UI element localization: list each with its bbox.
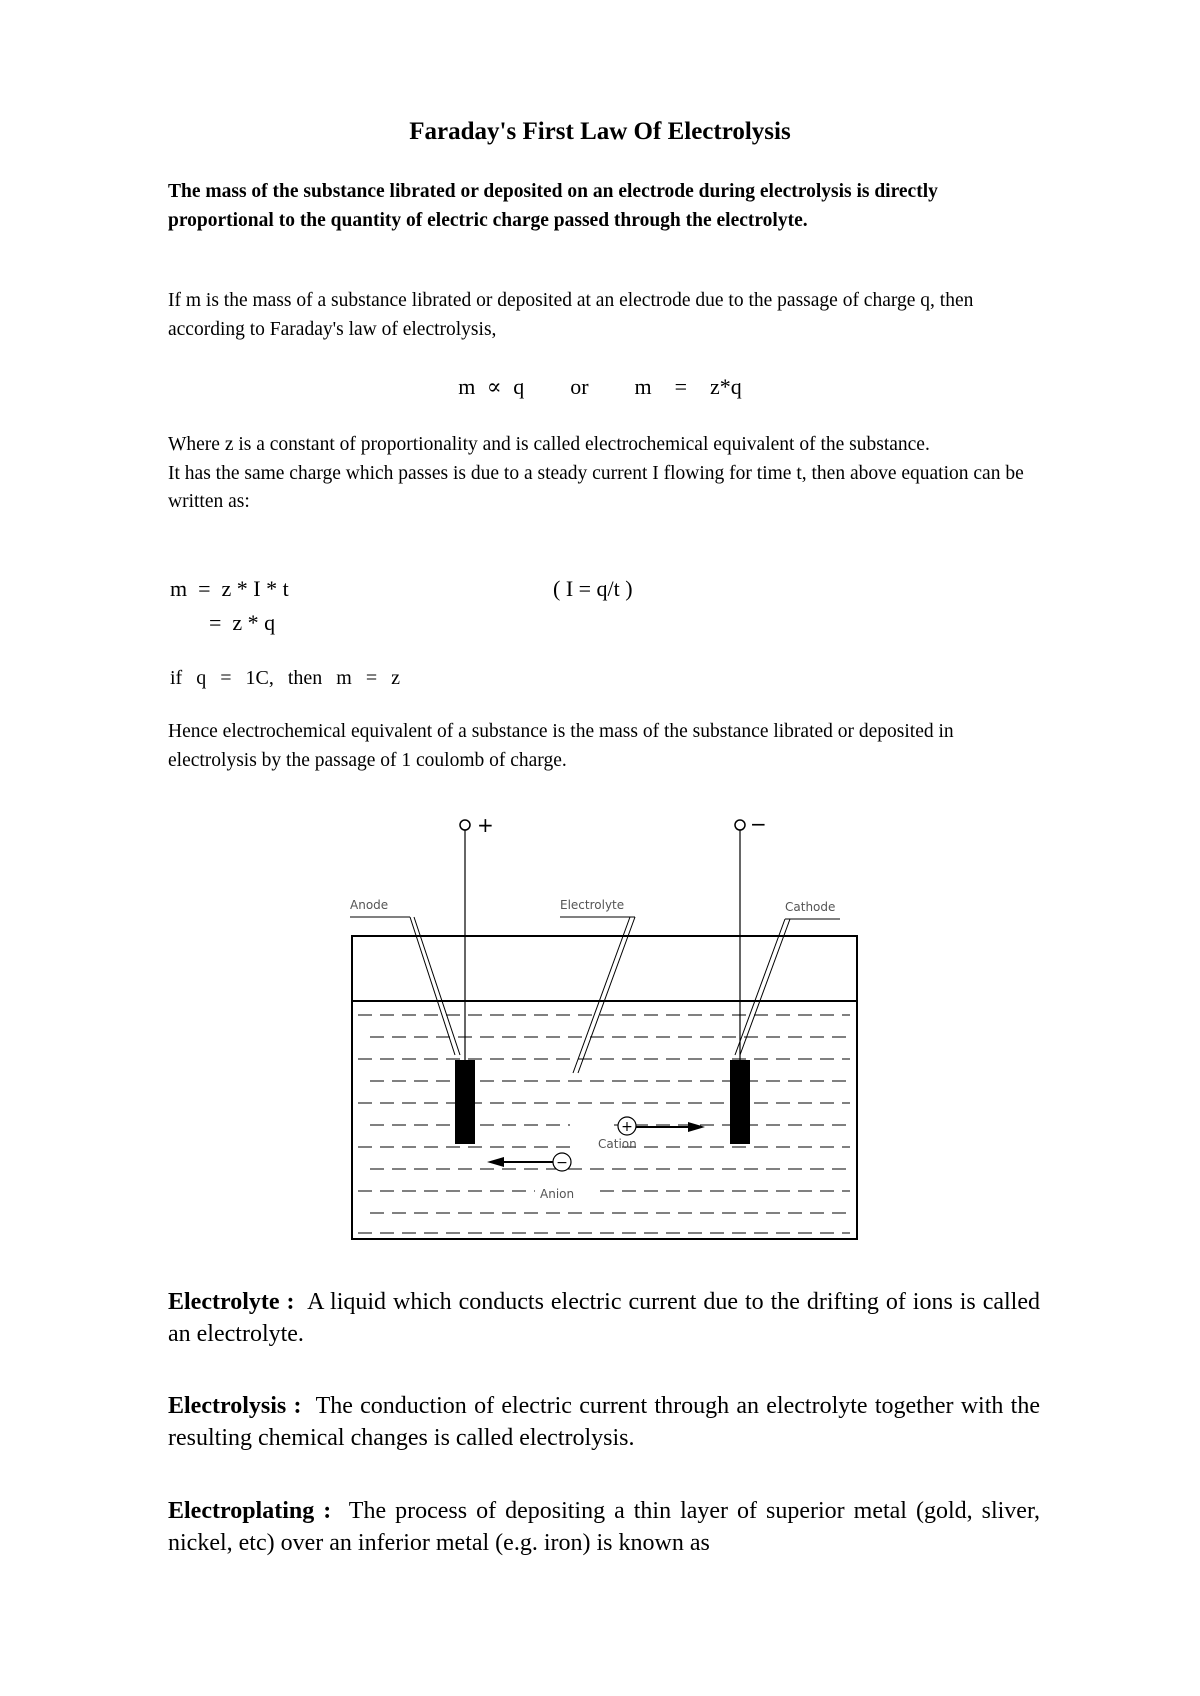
definition-term: Electroplating : (168, 1498, 332, 1524)
equation-if: if q = 1C, then m = z (170, 667, 400, 689)
cation-arrowhead (688, 1122, 705, 1132)
anode-leader-b (414, 917, 460, 1055)
definition-text: The conduction of electric current through an electrolyte together with the resulting chemical changes is called electrolysis. (168, 1393, 1040, 1451)
definition-term: Electrolyte : (168, 1289, 295, 1315)
anode-terminal (460, 820, 470, 830)
definition-text: The process of depositing a thin layer of superior metal (gold, sliver, nickel, etc) over an inferior metal (e.g. iron) is known as (168, 1498, 1040, 1556)
definition-electrolysis (168, 1390, 1040, 1454)
minus-sign: − (750, 812, 767, 836)
equation-line-1-right: ( I = q/t ) (553, 576, 633, 601)
label-cathode: Cathode (785, 900, 836, 914)
label-cation: Cation (598, 1137, 637, 1151)
hence-paragraph: Hence electrochemical equivalent of a substance is the mass of the substance librated or deposited in electrolysis by the passage of 1 coulomb of charge. (168, 721, 954, 771)
plus-sign: + (477, 813, 494, 837)
anion-arrowhead (487, 1157, 504, 1167)
definition-electroplating (168, 1495, 1040, 1559)
cathode-leader-b (740, 919, 790, 1055)
page-title: Faraday's First Law Of Electrolysis (409, 118, 791, 145)
cell-container (352, 936, 857, 1239)
electrolyte-leader-a (573, 917, 630, 1073)
cation-symbol: + (621, 1119, 633, 1135)
equation-text: m ∝ q or m = z*q (458, 374, 742, 399)
where-paragraph (168, 431, 1038, 517)
label-electrolyte: Electrolyte (560, 898, 625, 912)
anode-leader-a (410, 917, 455, 1055)
proportionality-equation (0, 373, 1200, 401)
cathode-plate (730, 1060, 750, 1144)
label-anion: Anion (540, 1187, 575, 1201)
cathode-leader-a (735, 919, 785, 1055)
law-statement: The mass of the substance librated or deposited on an electrode during electrolysis is directly proportional to the quantity of electric charge passed through the electrolyte. (168, 181, 938, 231)
definition-text: A liquid which conducts electric current due to the drifting of ions is called an electrolyte. (168, 1289, 1040, 1347)
definition-term: Electrolysis : (168, 1393, 302, 1419)
cathode-terminal (735, 820, 745, 830)
electrolyte-leader-b (578, 917, 635, 1073)
anode-plate (455, 1060, 475, 1144)
equation-line-2: = z * q (209, 610, 276, 635)
definition-electrolyte (168, 1286, 1040, 1350)
steady-current-text: It has the same charge which passes is due to a steady current I flowing for time t, then above equation can be written as: (168, 462, 1024, 512)
equation-line-1-left: m = z * I * t (170, 576, 289, 601)
label-anode: Anode (350, 898, 389, 912)
electrolysis-cell-diagram (330, 805, 870, 1250)
where-text: Where z is a constant of proportionality and is called electrochemical equivalent of the substance. (168, 434, 930, 455)
intro-paragraph: If m is the mass of a substance librated or deposited at an electrode due to the passage of charge q, then according to Faraday's law of electrolysis, (168, 290, 974, 340)
anion-symbol: − (556, 1155, 568, 1171)
